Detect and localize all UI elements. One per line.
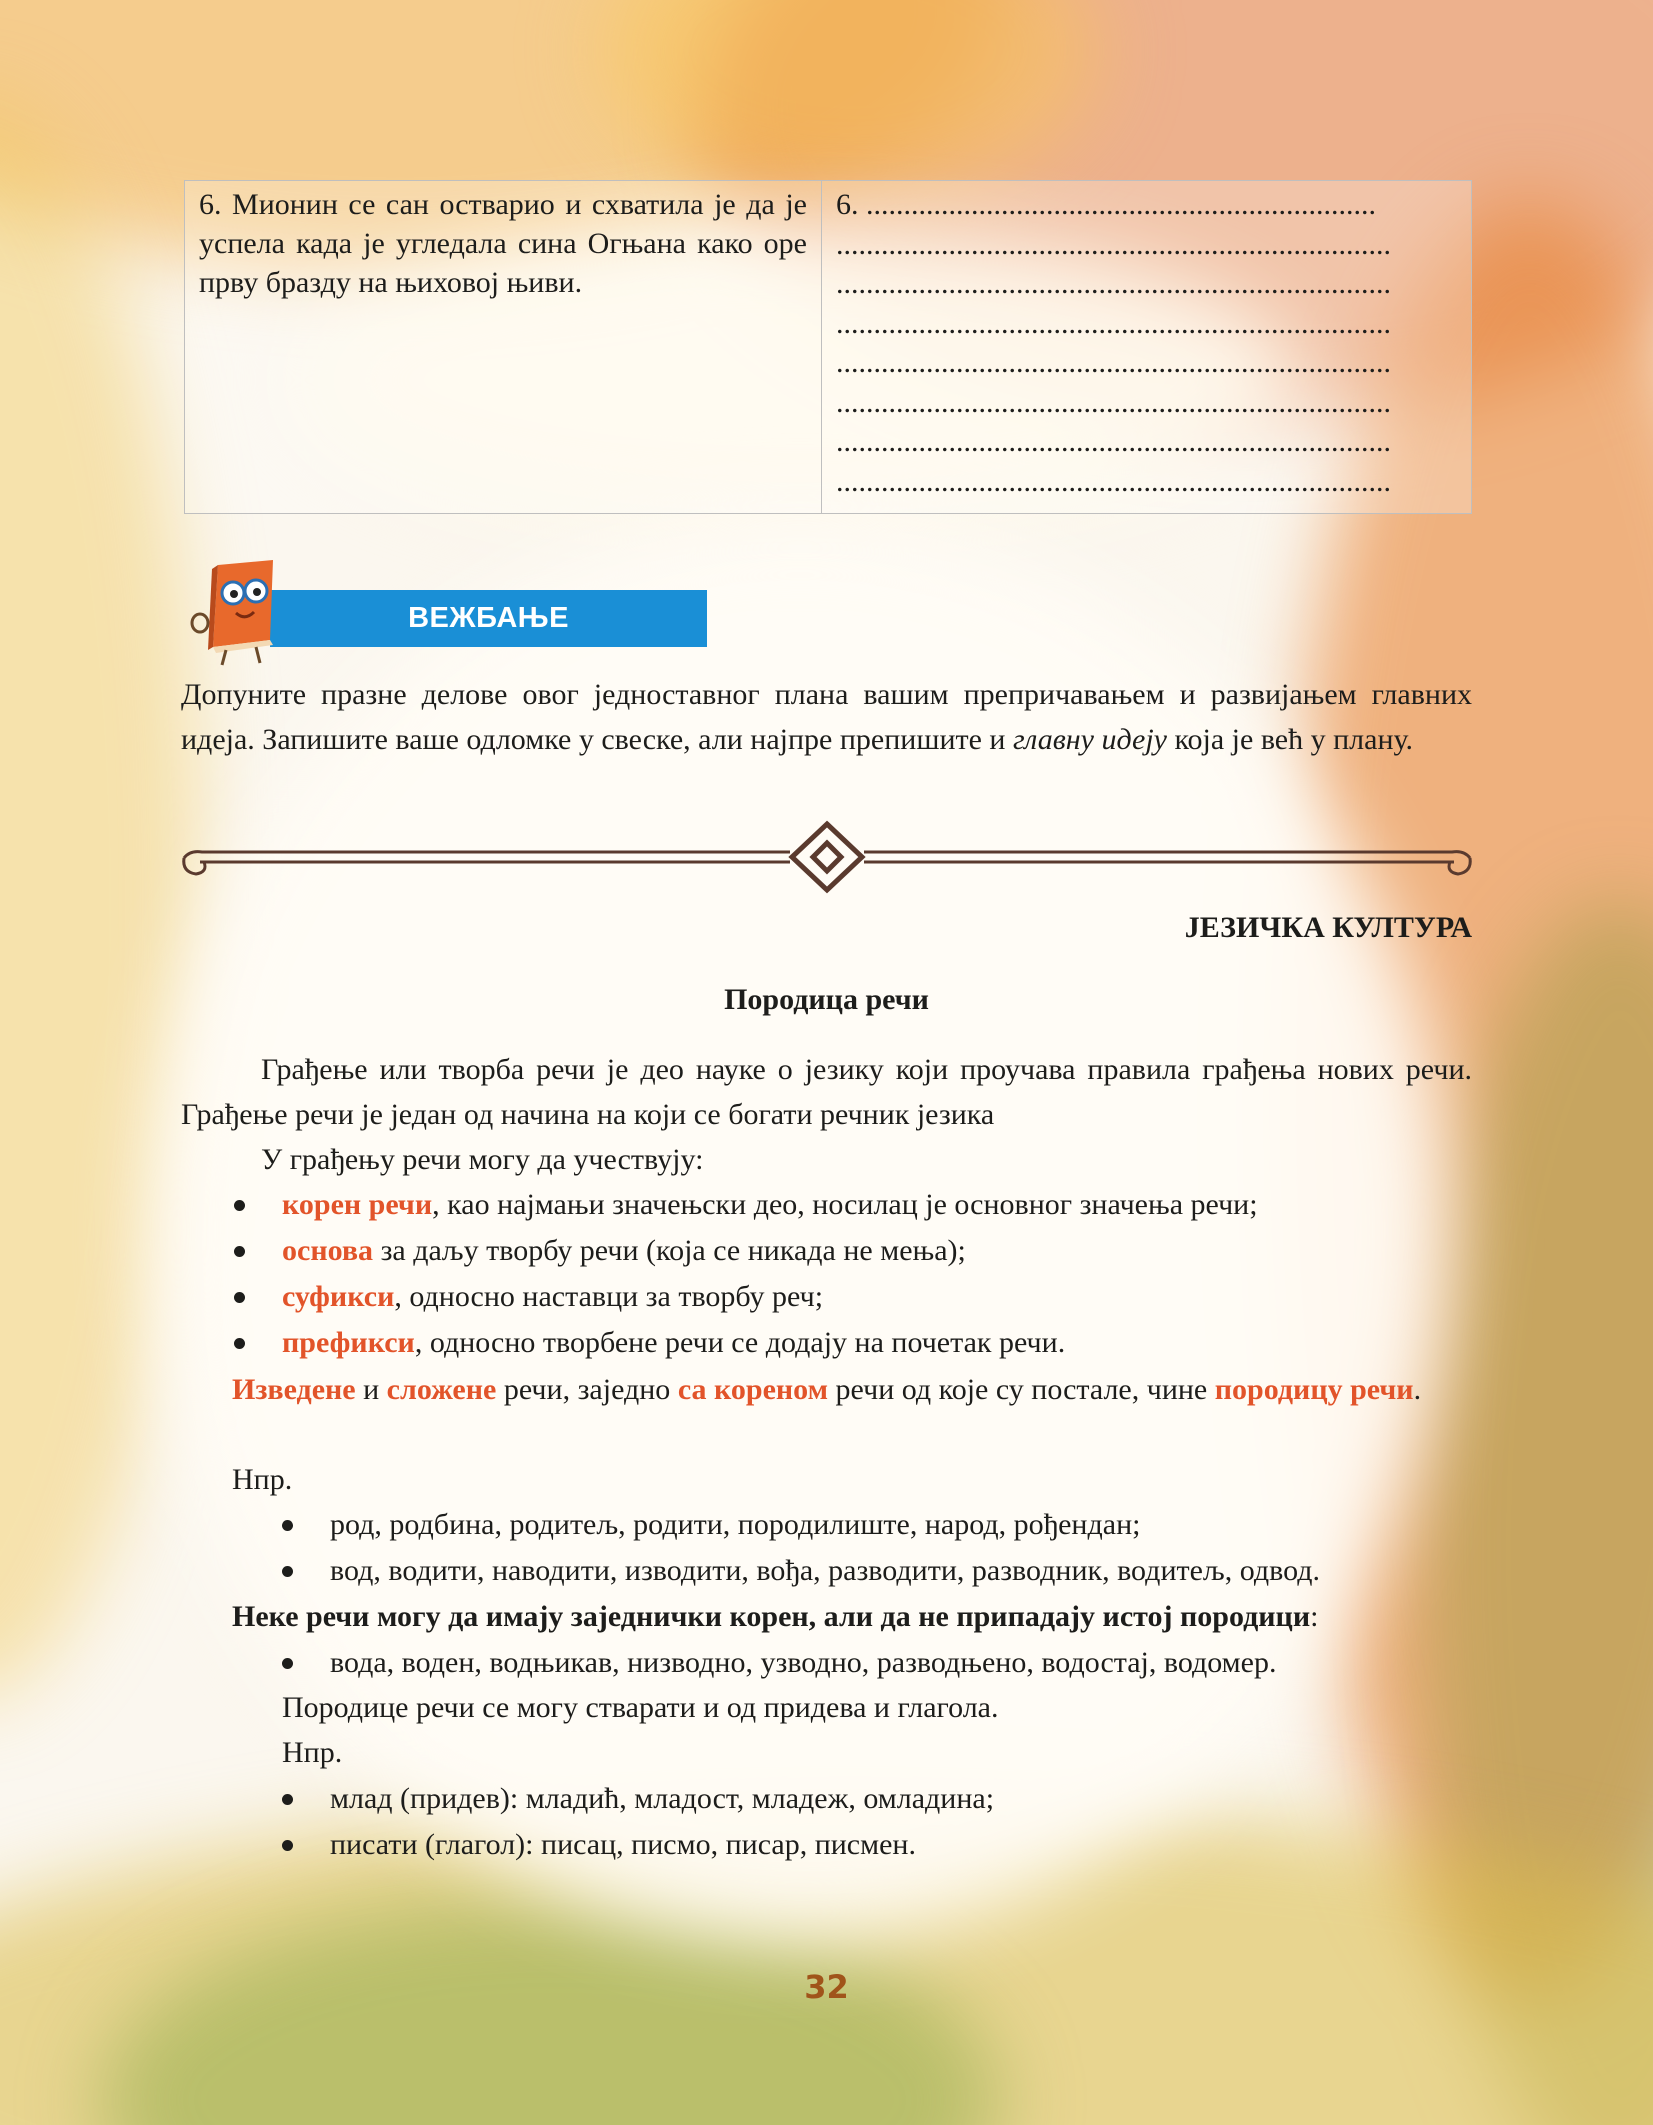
answer-line: .......................................................................... [836, 306, 1391, 340]
answer-line: .......................................................................... [836, 227, 1391, 261]
answer-line: 6. .................................................................... [836, 188, 1376, 221]
intro-participants: У грађењу речи могу да учествују: [261, 1143, 704, 1176]
example-label: Нпр. [282, 1736, 343, 1769]
list-item: писати (глагол): писац, писмо, писар, писмен. [330, 1822, 1472, 1867]
intro-paragraph: Грађење или творба речи је део науке о језику који проучава правила грађења нових речи. Грађење речи је један од начина на који се богати речник језика [181, 1053, 1472, 1131]
list-item: корен речи, као најмањи значењски део, носилац је основног значења речи; [282, 1182, 1472, 1227]
exercise-instructions: Допуните празне делове овог једноставног плана вашим препричавањем и развијањем главних идеја. Запишите ваше одломке у свеске, али најпре препишите и главну идеју која је већ у плану. [181, 678, 1472, 756]
plan-table [184, 180, 1472, 514]
word-components-list [282, 1182, 1472, 1365]
plan-table-right-cell [822, 181, 1471, 513]
common-root-note: Неке речи могу да имају заједнички корен, али да не припадају истој породици: [232, 1600, 1319, 1633]
book-mascot-icon [178, 555, 298, 670]
list-item: род, родбина, родитељ, родити, породилиште, народ, рођендан; [330, 1502, 1472, 1547]
answer-line: .......................................................................... [836, 385, 1391, 419]
common-root-examples [330, 1640, 1472, 1685]
adjective-verb-note: Породице речи се могу стварати и од придева и глагола. [282, 1691, 999, 1724]
adjective-verb-examples [330, 1776, 1472, 1867]
answer-line: .......................................................................... [836, 425, 1391, 458]
list-item: вод, водити, наводити, изводити, вођа, разводити, разводник, водитељ, одвод. [330, 1548, 1472, 1593]
section-title: Породица речи [724, 983, 929, 1016]
plan-table-left-cell: 6. Мионин се сан остварио и схватила је да је успела када је угледала сина Огњана како оре прву бразду на њиховој њиви. [185, 181, 822, 513]
ornamental-divider [180, 810, 1474, 900]
answer-line: .......................................................................... [836, 267, 1391, 300]
list-item: суфикси, односно наставци за творбу реч; [282, 1274, 1472, 1319]
list-item: префикси, односно творбене речи се додају на почетак речи. [282, 1320, 1472, 1365]
answer-line: .......................................................................... [836, 464, 1391, 498]
page-number: 32 [804, 1968, 849, 2006]
list-item: основа за даљу творбу речи (која се никада не мења); [282, 1228, 1472, 1273]
word-family-definition: Изведене и сложене речи, заједно са кореном речи од које су постале, чине породицу речи. [232, 1373, 1422, 1406]
list-item: млад (придев): младић, младост, младеж, омладина; [330, 1776, 1472, 1821]
examples-list [330, 1502, 1472, 1593]
exercise-banner: ВЕЖБАЊЕ [270, 590, 707, 647]
list-item: вода, воден, водњикав, низводно, узводно, разводњено, водостај, водомер. [330, 1640, 1472, 1685]
example-label: Нпр. [232, 1463, 293, 1496]
section-heading: ЈЕЗИЧКА КУЛТУРА [1184, 911, 1472, 944]
answer-line: .......................................................................... [836, 346, 1391, 379]
